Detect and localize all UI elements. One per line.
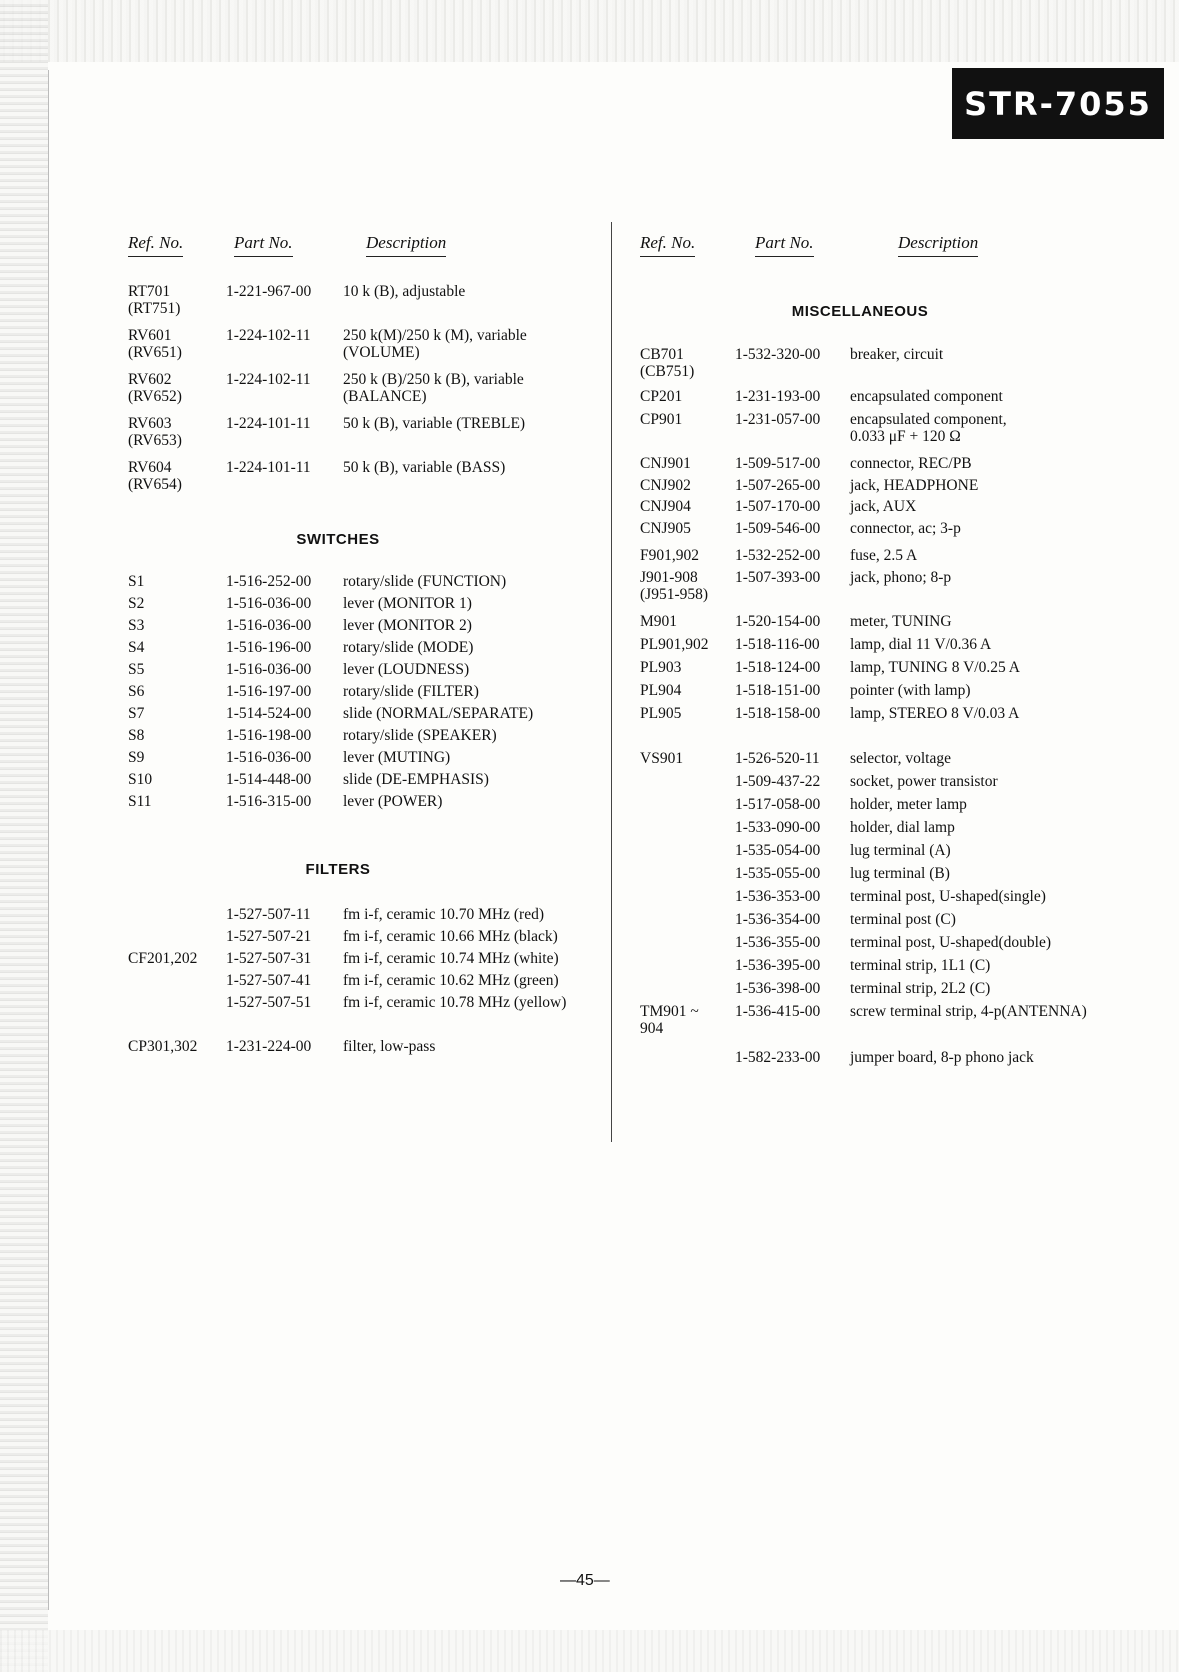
description: slide (DE-EMPHASIS): [343, 771, 489, 788]
table-row: [640, 411, 1160, 455]
ref-no: S6: [128, 683, 145, 700]
table-row: [640, 569, 1160, 613]
ref-no: S1: [128, 573, 145, 590]
page-number: —45—: [560, 1572, 610, 1589]
part-no: 1-536-355-00: [735, 934, 821, 951]
table-row: [640, 1049, 1160, 1072]
table-row: [640, 477, 1160, 498]
part-no: 1-527-507-11: [226, 906, 311, 923]
section-title-switches: SWITCHES: [296, 531, 380, 548]
part-no: 1-507-265-00: [735, 477, 821, 494]
description: fm i-f, ceramic 10.70 MHz (red): [343, 906, 544, 923]
table-row: [640, 705, 1160, 728]
section-title-miscellaneous: MISCELLANEOUS: [791, 303, 929, 320]
part-no: 1-520-154-00: [735, 613, 821, 630]
part-no: 1-532-320-00: [735, 346, 821, 363]
scan-noise-top: [0, 0, 1179, 62]
description: slide (NORMAL/SEPARATE): [343, 705, 534, 722]
ref-no: RV602 (RV652): [128, 371, 182, 405]
description-header: Description: [366, 233, 446, 257]
table-row: [128, 928, 618, 950]
part-no: 1-231-057-00: [735, 411, 821, 428]
table-row: [128, 595, 618, 617]
part-no: 1-536-398-00: [735, 980, 821, 997]
description: terminal post, U-shaped(single): [850, 888, 1046, 905]
ref-no: S11: [128, 793, 152, 810]
part-no: 1-516-036-00: [226, 617, 312, 634]
description: rotary/slide (MODE): [343, 639, 474, 656]
description: lever (MONITOR 1): [343, 595, 472, 612]
description-header: Description: [898, 233, 978, 257]
description: terminal post, U-shaped(double): [850, 934, 1052, 951]
scan-noise-bottom: [0, 1630, 1179, 1672]
description: jack, AUX: [850, 498, 917, 515]
table-row: [128, 727, 618, 749]
part-no: 1-516-252-00: [226, 573, 312, 590]
table-row: [640, 911, 1160, 934]
table-row: [640, 613, 1160, 636]
description: pointer (with lamp): [850, 682, 971, 699]
description: fm i-f, ceramic 10.74 MHz (white): [343, 950, 559, 967]
description: jack, HEADPHONE: [850, 477, 979, 494]
part-no-header: Part No.: [234, 233, 293, 257]
description: lamp, TUNING 8 V/0.25 A: [850, 659, 1020, 676]
table-row: [640, 773, 1160, 796]
ref-no: J901-908 (J951-958): [640, 569, 709, 603]
table-row: [640, 455, 1160, 477]
part-no: 1-518-116-00: [735, 636, 820, 653]
ref-no: S4: [128, 639, 145, 656]
part-no: 1-527-507-31: [226, 950, 312, 967]
description: 250 k (B)/250 k (B), variable (BALANCE): [343, 371, 524, 405]
ref-no: PL905: [640, 705, 682, 722]
ref-no: S7: [128, 705, 145, 722]
ref-no: CP301,302: [128, 1038, 198, 1055]
description: connector, REC/PB: [850, 455, 972, 472]
ref-no: CNJ901: [640, 455, 691, 472]
description: terminal post (C): [850, 911, 956, 928]
part-no: 1-514-448-00: [226, 771, 312, 788]
part-no: 1-527-507-21: [226, 928, 312, 945]
table-row: [128, 661, 618, 683]
ref-no: RV604 (RV654): [128, 459, 182, 493]
table-row: [640, 750, 1160, 773]
description: encapsulated component: [850, 388, 1003, 405]
description: fm i-f, ceramic 10.78 MHz (yellow): [343, 994, 567, 1011]
table-row: [128, 771, 618, 793]
right-column-header: [640, 225, 1160, 265]
description: jumper board, 8-p phono jack: [850, 1049, 1034, 1066]
table-row: [640, 865, 1160, 888]
table-row: [640, 498, 1160, 520]
ref-no: F901,902: [640, 547, 699, 564]
ref-no: CP201: [640, 388, 683, 405]
table-row: [128, 906, 618, 928]
table-row: [128, 283, 618, 327]
description: holder, dial lamp: [850, 819, 955, 836]
scan-noise-left: [0, 0, 48, 1672]
part-no: 1-535-054-00: [735, 842, 821, 859]
description: 50 k (B), variable (TREBLE): [343, 415, 526, 432]
description: 10 k (B), adjustable: [343, 283, 466, 300]
table-row: [128, 371, 618, 415]
table-row: [128, 950, 618, 972]
page-edge-line: [48, 70, 49, 1610]
table-row: [640, 957, 1160, 980]
part-no: 1-516-196-00: [226, 639, 312, 656]
description: rotary/slide (SPEAKER): [343, 727, 497, 744]
table-row: [640, 888, 1160, 911]
ref-no: CNJ904: [640, 498, 691, 515]
description: meter, TUNING: [850, 613, 952, 630]
table-row: [128, 327, 618, 371]
description: terminal strip, 1L1 (C): [850, 957, 991, 974]
ref-no: PL901,902: [640, 636, 709, 653]
part-no: 1-516-315-00: [226, 793, 312, 810]
ref-no: VS901: [640, 750, 684, 767]
table-row: [640, 682, 1160, 705]
part-no-header: Part No.: [755, 233, 814, 257]
ref-no: S9: [128, 749, 145, 766]
part-no: 1-231-224-00: [226, 1038, 312, 1055]
table-row: [640, 1003, 1160, 1049]
table-row: [128, 639, 618, 661]
part-no: 1-507-393-00: [735, 569, 821, 586]
table-row: [128, 573, 618, 595]
description: lever (LOUDNESS): [343, 661, 470, 678]
description: jack, phono; 8-p: [850, 569, 952, 586]
part-no: 1-526-520-11: [735, 750, 820, 767]
part-no: 1-536-395-00: [735, 957, 821, 974]
description: fm i-f, ceramic 10.66 MHz (black): [343, 928, 558, 945]
table-row: [128, 972, 618, 994]
right-column: [640, 225, 1160, 1072]
table-row: [128, 793, 618, 815]
part-no: 1-536-415-00: [735, 1003, 821, 1020]
model-badge: STR-7055: [952, 68, 1164, 139]
description: breaker, circuit: [850, 346, 944, 363]
description: rotary/slide (FILTER): [343, 683, 479, 700]
ref-no: RV601 (RV651): [128, 327, 182, 361]
part-no: 1-231-193-00: [735, 388, 821, 405]
description: lever (MUTING): [343, 749, 451, 766]
description: lever (POWER): [343, 793, 443, 810]
table-row: [640, 796, 1160, 819]
ref-no: RV603 (RV653): [128, 415, 182, 449]
description: selector, voltage: [850, 750, 951, 767]
part-no: 1-509-437-22: [735, 773, 821, 790]
table-row: [128, 415, 618, 459]
table-row: [640, 842, 1160, 865]
table-row: [128, 1038, 618, 1060]
part-no: 1-517-058-00: [735, 796, 821, 813]
part-no: 1-507-170-00: [735, 498, 821, 515]
ref-no: RT701 (RT751): [128, 283, 181, 317]
part-no: 1-518-158-00: [735, 705, 821, 722]
description: rotary/slide (FUNCTION): [343, 573, 507, 590]
description: fm i-f, ceramic 10.62 MHz (green): [343, 972, 559, 989]
description: screw terminal strip, 4-p(ANTENNA): [850, 1003, 1087, 1020]
part-no: 1-536-354-00: [735, 911, 821, 928]
description: lug terminal (A): [850, 842, 951, 859]
part-no: 1-582-233-00: [735, 1049, 821, 1066]
table-row: [640, 547, 1160, 569]
ref-no: PL903: [640, 659, 682, 676]
ref-no: S10: [128, 771, 153, 788]
ref-no: S5: [128, 661, 145, 678]
part-no: 1-224-101-11: [226, 415, 311, 432]
part-no: 1-221-967-00: [226, 283, 312, 300]
section-title-filters: FILTERS: [305, 861, 371, 878]
description: encapsulated component, 0.033 μF + 120 Ω: [850, 411, 1007, 445]
ref-no: PL904: [640, 682, 682, 699]
part-no: 1-527-507-41: [226, 972, 312, 989]
part-no: 1-516-036-00: [226, 661, 312, 678]
part-no: 1-518-124-00: [735, 659, 821, 676]
description: lug terminal (B): [850, 865, 950, 882]
description: 250 k(M)/250 k (M), variable (VOLUME): [343, 327, 527, 361]
part-no: 1-516-036-00: [226, 595, 312, 612]
part-no: 1-509-517-00: [735, 455, 821, 472]
table-row: [128, 459, 618, 503]
description: terminal strip, 2L2 (C): [850, 980, 991, 997]
description: holder, meter lamp: [850, 796, 967, 813]
description: socket, power transistor: [850, 773, 998, 790]
description: fuse, 2.5 A: [850, 547, 918, 564]
ref-no: TM901 ~ 904: [640, 1003, 699, 1037]
table-row: [640, 520, 1160, 547]
table-row: [640, 659, 1160, 682]
description: filter, low-pass: [343, 1038, 436, 1055]
table-row: [128, 994, 618, 1016]
table-row: [128, 749, 618, 771]
ref-no: M901: [640, 613, 678, 630]
part-no: 1-516-197-00: [226, 683, 312, 700]
part-no: 1-514-524-00: [226, 705, 312, 722]
description: 50 k (B), variable (BASS): [343, 459, 506, 476]
part-no: 1-224-102-11: [226, 371, 311, 388]
table-row: [128, 617, 618, 639]
part-no: 1-535-055-00: [735, 865, 821, 882]
ref-no-header: Ref. No.: [640, 233, 695, 257]
ref-no-header: Ref. No.: [128, 233, 183, 257]
part-no: 1-516-036-00: [226, 749, 312, 766]
ref-no: CB701 (CB751): [640, 346, 695, 380]
part-no: 1-532-252-00: [735, 547, 821, 564]
table-row: [640, 388, 1160, 411]
table-row: [640, 980, 1160, 1003]
part-no: 1-224-101-11: [226, 459, 311, 476]
ref-no: CF201,202: [128, 950, 198, 967]
part-no: 1-224-102-11: [226, 327, 311, 344]
description: lamp, STEREO 8 V/0.03 A: [850, 705, 1020, 722]
table-row: [640, 934, 1160, 957]
left-column: [128, 225, 618, 1060]
table-row: [640, 346, 1160, 388]
part-no: 1-527-507-51: [226, 994, 312, 1011]
ref-no: CNJ905: [640, 520, 691, 537]
ref-no: S8: [128, 727, 145, 744]
part-no: 1-516-198-00: [226, 727, 312, 744]
description: connector, ac; 3-p: [850, 520, 961, 537]
table-row: [128, 683, 618, 705]
part-no: 1-533-090-00: [735, 819, 821, 836]
left-column-header: [128, 225, 618, 265]
table-row: [640, 636, 1160, 659]
part-no: 1-509-546-00: [735, 520, 821, 537]
ref-no: S2: [128, 595, 145, 612]
ref-no: CNJ902: [640, 477, 691, 494]
part-no: 1-536-353-00: [735, 888, 821, 905]
ref-no: S3: [128, 617, 145, 634]
ref-no: CP901: [640, 411, 683, 428]
table-row: [640, 819, 1160, 842]
part-no: 1-518-151-00: [735, 682, 821, 699]
table-row: [128, 705, 618, 727]
description: lamp, dial 11 V/0.36 A: [850, 636, 992, 653]
description: lever (MONITOR 2): [343, 617, 472, 634]
